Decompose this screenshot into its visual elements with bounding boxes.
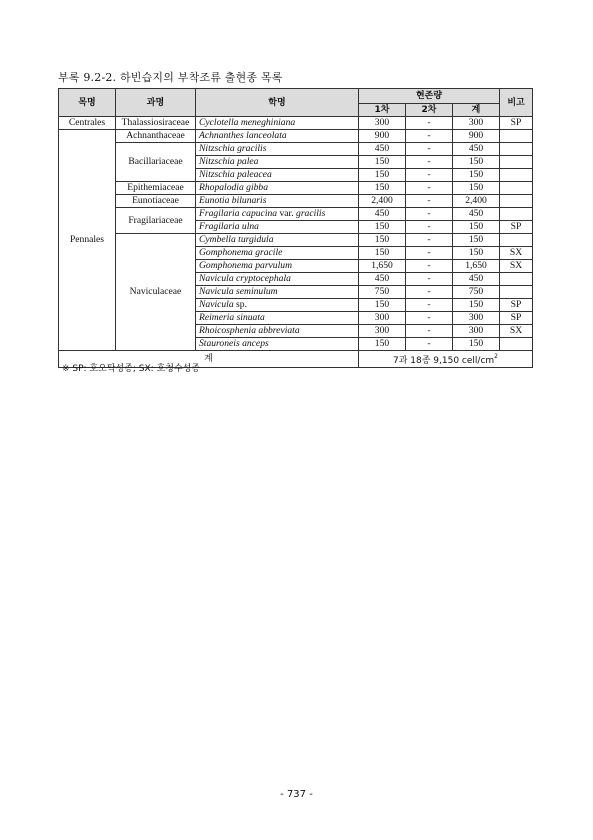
first-survey-header: 1차 xyxy=(359,104,406,117)
remark-cell: SP xyxy=(500,312,533,325)
sum-cell: 300 xyxy=(453,325,500,338)
sum-cell: 900 xyxy=(453,130,500,143)
species-cell: Eunotia bilunaris xyxy=(196,195,359,208)
species-cell: Reimeria sinuata xyxy=(196,312,359,325)
remark-cell: SX xyxy=(500,247,533,260)
species-header: 학명 xyxy=(196,89,359,117)
first-cell: 450 xyxy=(359,208,406,221)
second-cell: - xyxy=(406,169,453,182)
species-marker: sp. xyxy=(236,299,247,310)
first-cell: 750 xyxy=(359,286,406,299)
family-header: 과명 xyxy=(116,89,196,117)
family-cell: Eunotiaceae xyxy=(116,195,196,208)
footnote: ※ SP: 호오탁성종; SX: 호청수성종 xyxy=(62,364,201,374)
family-cell: Epithemiaceae xyxy=(116,182,196,195)
sum-cell: 150 xyxy=(453,169,500,182)
table-row xyxy=(59,117,533,130)
first-cell: 450 xyxy=(359,273,406,286)
species-cell: Nitzschia paleacea xyxy=(196,169,359,182)
table-row xyxy=(59,182,533,195)
sum-cell: 450 xyxy=(453,273,500,286)
sum-cell: 150 xyxy=(453,338,500,351)
sum-cell: 150 xyxy=(453,299,500,312)
remark-cell xyxy=(500,182,533,195)
first-cell: 150 xyxy=(359,169,406,182)
abundance-header: 현존량 xyxy=(359,89,500,104)
remark-cell: SX xyxy=(500,260,533,273)
species-cell: Fragilaria ulna xyxy=(196,221,359,234)
species-cell: Gomphonema gracile xyxy=(196,247,359,260)
first-cell: 300 xyxy=(359,325,406,338)
page-number: - 737 - xyxy=(280,789,313,800)
species-name: Navicula xyxy=(199,299,234,310)
first-cell: 2,400 xyxy=(359,195,406,208)
species-cell: Cyclotella meneghiniana xyxy=(196,117,359,130)
species-cell: Rhoicosphenia abbreviata xyxy=(196,325,359,338)
first-cell: 300 xyxy=(359,312,406,325)
species-cell xyxy=(196,208,359,221)
second-cell: - xyxy=(406,182,453,195)
family-cell: Thalassiosiraceae xyxy=(116,117,196,130)
sum-cell: 750 xyxy=(453,286,500,299)
first-cell: 150 xyxy=(359,156,406,169)
second-cell: - xyxy=(406,325,453,338)
remark-cell: SP xyxy=(500,299,533,312)
variety-marker: var. xyxy=(279,208,294,219)
first-cell: 150 xyxy=(359,221,406,234)
species-cell: Achnanthes lanceolata xyxy=(196,130,359,143)
table-row xyxy=(59,234,533,247)
species-cell: Nitzschia gracilis xyxy=(196,143,359,156)
second-cell: - xyxy=(406,130,453,143)
sum-cell: 300 xyxy=(453,312,500,325)
table-row xyxy=(59,143,533,156)
second-cell: - xyxy=(406,338,453,351)
second-cell: - xyxy=(406,234,453,247)
species-cell: Stauroneis anceps xyxy=(196,338,359,351)
second-cell: - xyxy=(406,143,453,156)
remark-cell xyxy=(500,130,533,143)
remark-cell xyxy=(500,169,533,182)
species-cell xyxy=(196,299,359,312)
second-survey-header: 2차 xyxy=(406,104,453,117)
first-cell: 150 xyxy=(359,338,406,351)
family-cell: Fragilariaceae xyxy=(116,208,196,234)
first-cell: 300 xyxy=(359,117,406,130)
first-cell: 450 xyxy=(359,143,406,156)
remark-cell xyxy=(500,156,533,169)
sum-cell: 1,650 xyxy=(453,260,500,273)
second-cell: - xyxy=(406,247,453,260)
sum-cell: 450 xyxy=(453,143,500,156)
sum-cell: 2,400 xyxy=(453,195,500,208)
species-cell: Nitzschia palea xyxy=(196,156,359,169)
sum-header: 계 xyxy=(453,104,500,117)
first-cell: 150 xyxy=(359,182,406,195)
remark-cell: SX xyxy=(500,325,533,338)
total-value: 7과 18종 9,150 cell/cm xyxy=(393,356,495,366)
remark-cell xyxy=(500,338,533,351)
sum-cell: 150 xyxy=(453,182,500,195)
remark-header: 비고 xyxy=(500,89,533,117)
table-row xyxy=(59,208,533,221)
family-cell: Naviculaceae xyxy=(116,234,196,351)
header-row xyxy=(59,89,533,104)
species-name: Fragilaria capucina xyxy=(199,208,278,219)
remark-cell xyxy=(500,286,533,299)
sum-cell: 150 xyxy=(453,156,500,169)
total-value-cell xyxy=(359,351,533,368)
sum-cell: 300 xyxy=(453,117,500,130)
species-cell: Rhopalodia gibba xyxy=(196,182,359,195)
first-cell: 900 xyxy=(359,130,406,143)
variety-name: gracilis xyxy=(296,208,326,219)
remark-cell: SP xyxy=(500,221,533,234)
first-cell: 1,650 xyxy=(359,260,406,273)
second-cell: - xyxy=(406,156,453,169)
species-table xyxy=(58,88,533,368)
second-cell: - xyxy=(406,221,453,234)
remark-cell xyxy=(500,273,533,286)
first-cell: 150 xyxy=(359,247,406,260)
second-cell: - xyxy=(406,299,453,312)
table-row xyxy=(59,195,533,208)
first-cell: 150 xyxy=(359,234,406,247)
species-cell: Navicula cryptocephala xyxy=(196,273,359,286)
order-cell: Centrales xyxy=(59,117,116,130)
second-cell: - xyxy=(406,273,453,286)
second-cell: - xyxy=(406,195,453,208)
second-cell: - xyxy=(406,312,453,325)
species-cell: Cymbella turgidula xyxy=(196,234,359,247)
species-cell: Gomphonema parvulum xyxy=(196,260,359,273)
remark-cell xyxy=(500,234,533,247)
family-cell: Bacillariaceae xyxy=(116,143,196,182)
remark-cell xyxy=(500,208,533,221)
sum-cell: 150 xyxy=(453,221,500,234)
second-cell: - xyxy=(406,260,453,273)
species-cell: Navicula seminulum xyxy=(196,286,359,299)
unit-exponent: 2 xyxy=(494,353,498,360)
second-cell: - xyxy=(406,208,453,221)
first-cell: 150 xyxy=(359,299,406,312)
sum-cell: 150 xyxy=(453,247,500,260)
family-cell: Achnanthaceae xyxy=(116,130,196,143)
second-cell: - xyxy=(406,286,453,299)
sum-cell: 150 xyxy=(453,234,500,247)
second-cell: - xyxy=(406,117,453,130)
remark-cell: SP xyxy=(500,117,533,130)
remark-cell xyxy=(500,195,533,208)
total-label: 계 xyxy=(59,351,359,368)
order-header: 목명 xyxy=(59,89,116,117)
remark-cell xyxy=(500,143,533,156)
order-cell: Pennales xyxy=(59,130,116,351)
table-row xyxy=(59,130,533,143)
sum-cell: 450 xyxy=(453,208,500,221)
appendix-title: 부록 9.2-2. 하빈습지의 부착조류 출현종 목록 xyxy=(58,71,283,84)
